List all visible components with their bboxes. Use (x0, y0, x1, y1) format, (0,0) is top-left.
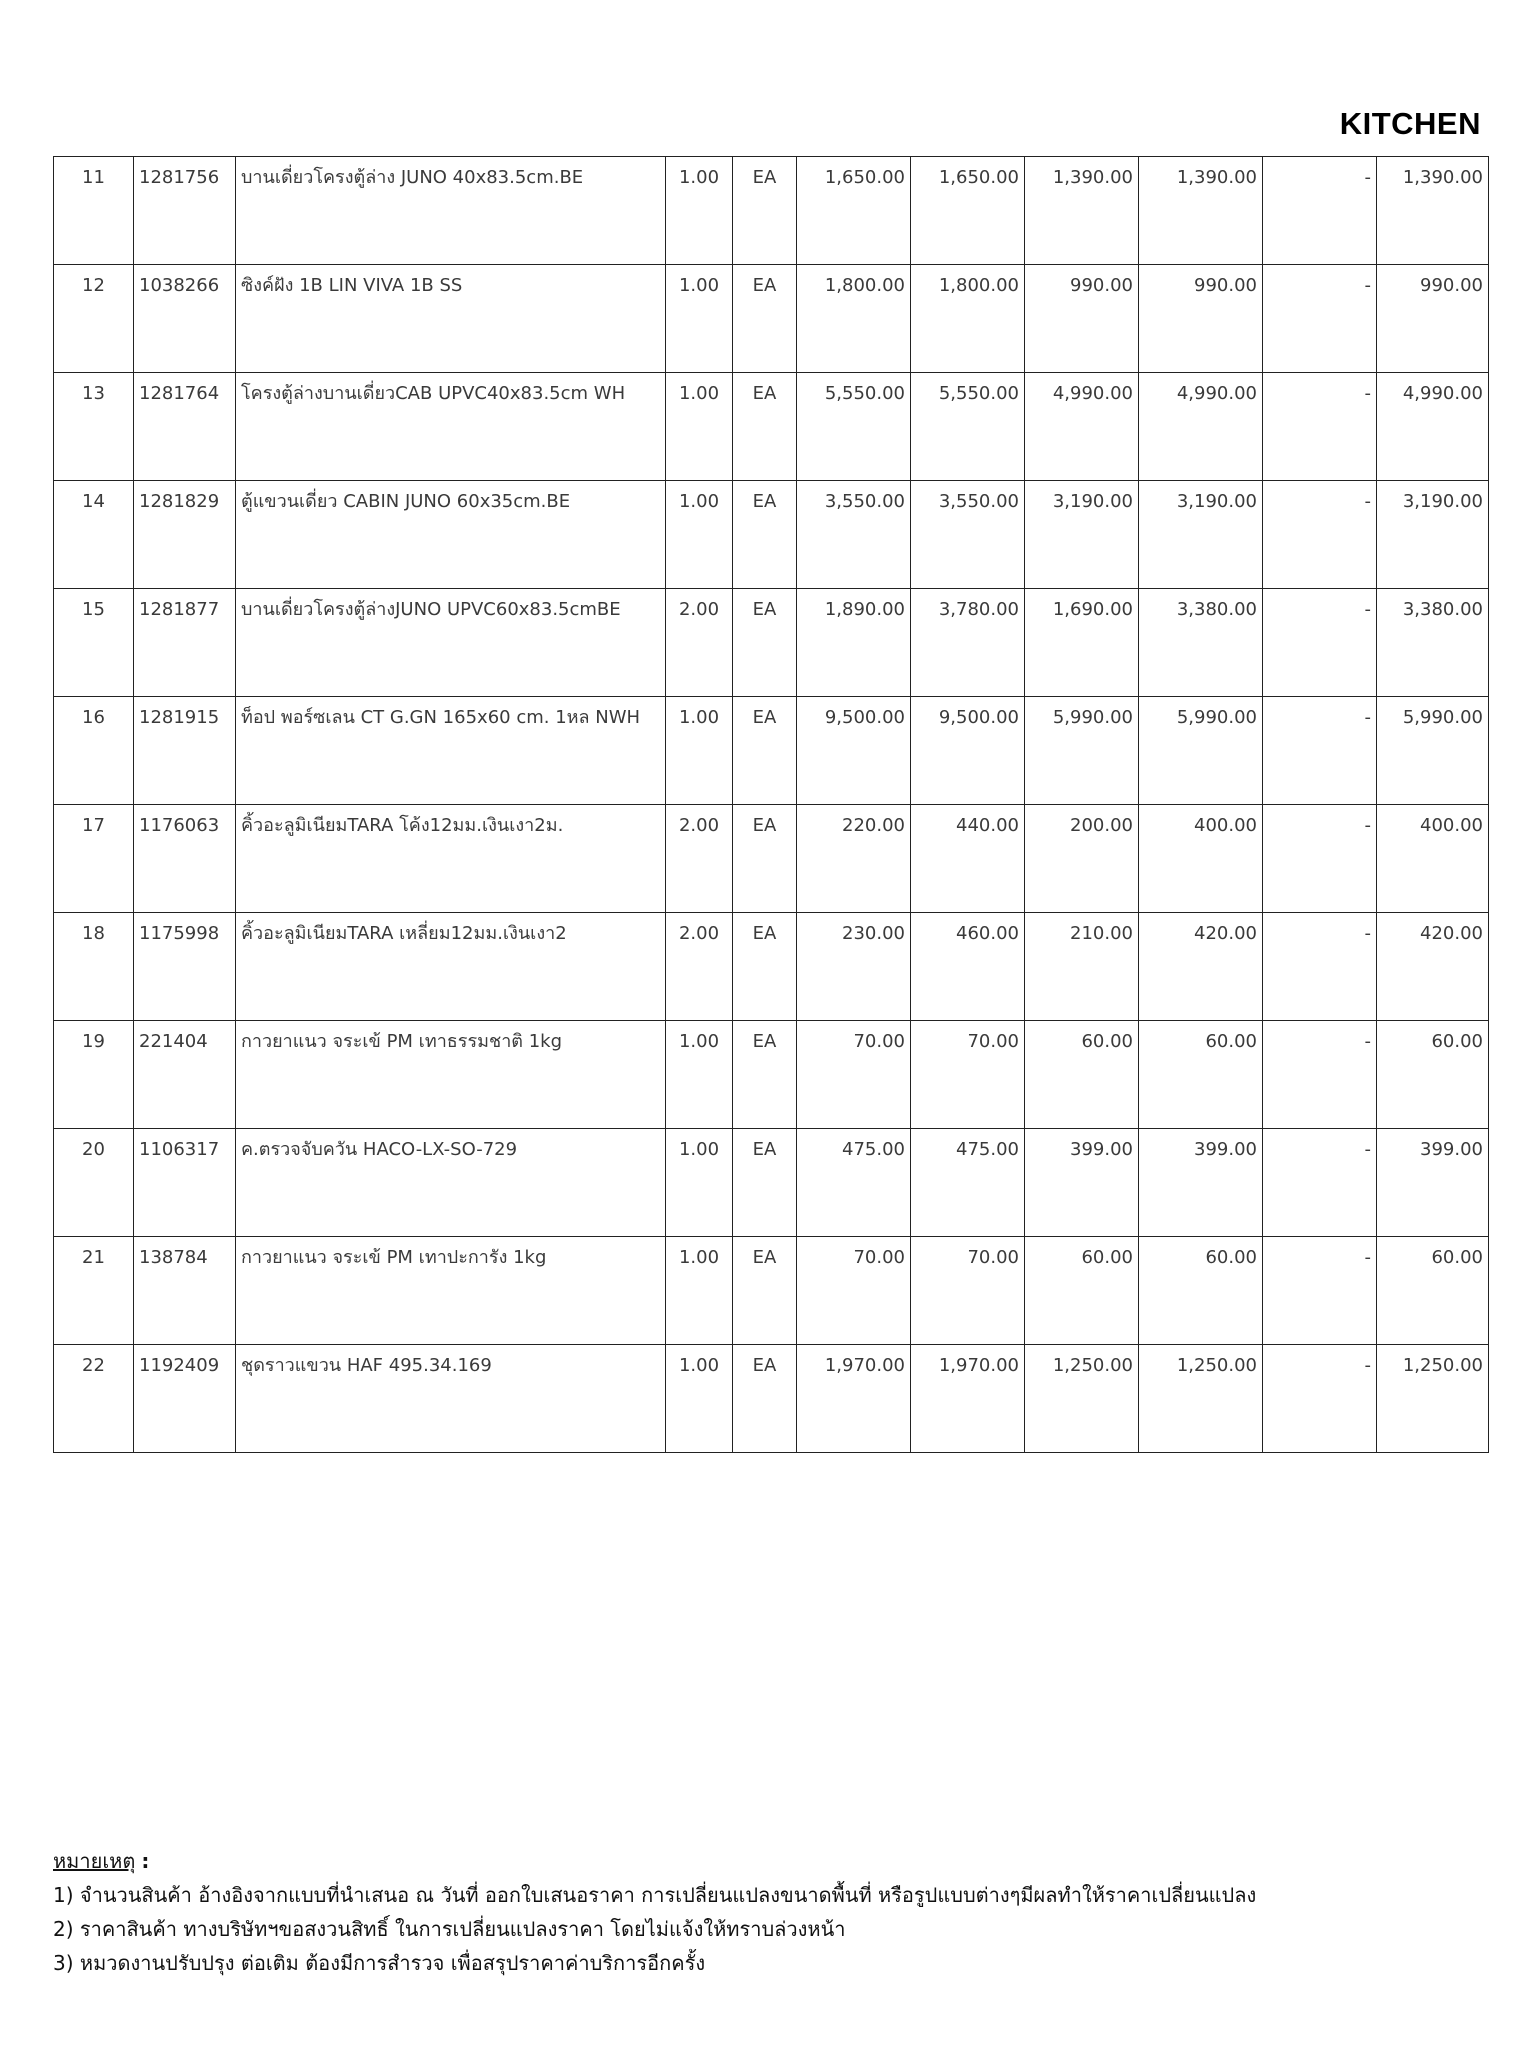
item-amount-cell: 440.00 (911, 805, 1025, 913)
item-discount-cell: - (1263, 1345, 1377, 1453)
notes-colon: : (141, 1849, 150, 1873)
item-number-cell: 18 (54, 913, 134, 1021)
item-net-amount-cell: 1,250.00 (1139, 1345, 1263, 1453)
item-description-cell: กาวยาแนว จระเข้ PM เทาปะการัง 1kg (236, 1237, 666, 1345)
item-total-cell: 400.00 (1377, 805, 1489, 913)
item-number-cell: 14 (54, 481, 134, 589)
item-net-price-cell: 60.00 (1025, 1237, 1139, 1345)
item-discount-cell: - (1263, 913, 1377, 1021)
table-row (54, 481, 1489, 589)
item-amount-cell: 1,800.00 (911, 265, 1025, 373)
item-net-price-cell: 1,390.00 (1025, 157, 1139, 265)
item-unit-cell: EA (733, 589, 797, 697)
item-amount-cell: 1,970.00 (911, 1345, 1025, 1453)
item-quantity-cell: 1.00 (666, 1129, 733, 1237)
item-net-price-cell: 1,690.00 (1025, 589, 1139, 697)
item-amount-cell: 70.00 (911, 1237, 1025, 1345)
item-code-cell: 1106317 (134, 1129, 236, 1237)
item-quantity-cell: 2.00 (666, 589, 733, 697)
item-code-cell: 1281829 (134, 481, 236, 589)
item-number-cell: 12 (54, 265, 134, 373)
item-quantity-cell: 1.00 (666, 265, 733, 373)
item-quantity-cell: 1.00 (666, 1345, 733, 1453)
item-amount-cell: 475.00 (911, 1129, 1025, 1237)
item-quantity-cell: 1.00 (666, 373, 733, 481)
quotation-items-table (53, 156, 1489, 1453)
item-unit-price-cell: 1,890.00 (797, 589, 911, 697)
item-unit-price-cell: 70.00 (797, 1237, 911, 1345)
item-amount-cell: 3,550.00 (911, 481, 1025, 589)
item-amount-cell: 5,550.00 (911, 373, 1025, 481)
item-unit-cell: EA (733, 481, 797, 589)
item-code-cell: 1175998 (134, 913, 236, 1021)
item-discount-cell: - (1263, 265, 1377, 373)
item-description-cell: ชุดราวแขวน HAF 495.34.169 (236, 1345, 666, 1453)
item-net-amount-cell: 3,190.00 (1139, 481, 1263, 589)
item-net-price-cell: 3,190.00 (1025, 481, 1139, 589)
item-unit-price-cell: 9,500.00 (797, 697, 911, 805)
table-row (54, 373, 1489, 481)
table-row (54, 157, 1489, 265)
item-code-cell: 1281764 (134, 373, 236, 481)
page-title: KITCHEN (1339, 106, 1481, 141)
item-unit-cell: EA (733, 157, 797, 265)
item-unit-price-cell: 5,550.00 (797, 373, 911, 481)
item-discount-cell: - (1263, 1237, 1377, 1345)
item-unit-cell: EA (733, 265, 797, 373)
item-discount-cell: - (1263, 481, 1377, 589)
table-body (54, 157, 1489, 1453)
note-item: 2) ราคาสินค้า ทางบริษัทฯขอสงวนสิทธิ์ ในการเปลี่ยนแปลงราคา โดยไม่แจ้งให้ทราบล่วงหน้า (53, 1917, 846, 1941)
table-row (54, 913, 1489, 1021)
item-unit-price-cell: 1,800.00 (797, 265, 911, 373)
item-net-price-cell: 200.00 (1025, 805, 1139, 913)
item-description-cell: กาวยาแนว จระเข้ PM เทาธรรมชาติ 1kg (236, 1021, 666, 1129)
item-unit-price-cell: 220.00 (797, 805, 911, 913)
item-net-amount-cell: 60.00 (1139, 1021, 1263, 1129)
note-item: 1) จำนวนสินค้า อ้างอิงจากแบบที่นำเสนอ ณ วันที่ ออกใบเสนอราคา การเปลี่ยนแปลงขนาดพื้นที่ หรือรูปแบบต่างๆมีผลทำให้ราคาเปลี่ยนแปลง (53, 1883, 1257, 1907)
item-discount-cell: - (1263, 1021, 1377, 1129)
notes-section (53, 1844, 1256, 1980)
item-discount-cell: - (1263, 157, 1377, 265)
item-quantity-cell: 1.00 (666, 157, 733, 265)
item-total-cell: 60.00 (1377, 1237, 1489, 1345)
item-code-cell: 1281877 (134, 589, 236, 697)
table-row (54, 697, 1489, 805)
item-total-cell: 420.00 (1377, 913, 1489, 1021)
item-code-cell: 138784 (134, 1237, 236, 1345)
notes-heading: หมายเหตุ (53, 1849, 136, 1873)
item-code-cell: 221404 (134, 1021, 236, 1129)
item-amount-cell: 3,780.00 (911, 589, 1025, 697)
item-total-cell: 399.00 (1377, 1129, 1489, 1237)
item-total-cell: 990.00 (1377, 265, 1489, 373)
item-number-cell: 21 (54, 1237, 134, 1345)
table-row (54, 805, 1489, 913)
item-quantity-cell: 2.00 (666, 913, 733, 1021)
item-net-amount-cell: 420.00 (1139, 913, 1263, 1021)
item-description-cell: บานเดี่ยวโครงตู้ล่างJUNO UPVC60x83.5cmBE (236, 589, 666, 697)
item-code-cell: 1192409 (134, 1345, 236, 1453)
item-net-amount-cell: 1,390.00 (1139, 157, 1263, 265)
item-unit-price-cell: 1,650.00 (797, 157, 911, 265)
item-unit-price-cell: 230.00 (797, 913, 911, 1021)
table-row (54, 1237, 1489, 1345)
item-quantity-cell: 2.00 (666, 805, 733, 913)
item-amount-cell: 70.00 (911, 1021, 1025, 1129)
item-discount-cell: - (1263, 373, 1377, 481)
notes-heading-line (53, 1844, 1256, 1878)
item-number-cell: 13 (54, 373, 134, 481)
item-description-cell: ค.ตรวจจับควัน HACO-LX-SO-729 (236, 1129, 666, 1237)
item-number-cell: 22 (54, 1345, 134, 1453)
item-net-price-cell: 60.00 (1025, 1021, 1139, 1129)
item-code-cell: 1038266 (134, 265, 236, 373)
item-total-cell: 3,190.00 (1377, 481, 1489, 589)
item-total-cell: 1,250.00 (1377, 1345, 1489, 1453)
item-net-price-cell: 210.00 (1025, 913, 1139, 1021)
item-quantity-cell: 1.00 (666, 1021, 733, 1129)
item-amount-cell: 1,650.00 (911, 157, 1025, 265)
item-number-cell: 20 (54, 1129, 134, 1237)
item-code-cell: 1281756 (134, 157, 236, 265)
item-discount-cell: - (1263, 1129, 1377, 1237)
item-number-cell: 15 (54, 589, 134, 697)
item-description-cell: คิ้วอะลูมิเนียมTARA โค้ง12มม.เงินเงา2ม. (236, 805, 666, 913)
item-discount-cell: - (1263, 589, 1377, 697)
item-net-price-cell: 399.00 (1025, 1129, 1139, 1237)
item-quantity-cell: 1.00 (666, 697, 733, 805)
item-number-cell: 17 (54, 805, 134, 913)
item-unit-cell: EA (733, 373, 797, 481)
item-code-cell: 1281915 (134, 697, 236, 805)
note-item: 3) หมวดงานปรับปรุง ต่อเติม ต้องมีการสำรวจ เพื่อสรุปราคาค่าบริการอีกครั้ง (53, 1951, 706, 1975)
table-row (54, 1345, 1489, 1453)
table-row (54, 1129, 1489, 1237)
item-unit-price-cell: 475.00 (797, 1129, 911, 1237)
item-net-price-cell: 4,990.00 (1025, 373, 1139, 481)
item-description-cell: ซิงค์ฝัง 1B LIN VIVA 1B SS (236, 265, 666, 373)
item-net-amount-cell: 60.00 (1139, 1237, 1263, 1345)
item-net-price-cell: 5,990.00 (1025, 697, 1139, 805)
item-code-cell: 1176063 (134, 805, 236, 913)
item-number-cell: 11 (54, 157, 134, 265)
item-total-cell: 5,990.00 (1377, 697, 1489, 805)
item-amount-cell: 460.00 (911, 913, 1025, 1021)
item-unit-cell: EA (733, 913, 797, 1021)
item-description-cell: คิ้วอะลูมิเนียมTARA เหลี่ยม12มม.เงินเงา2 (236, 913, 666, 1021)
item-total-cell: 1,390.00 (1377, 157, 1489, 265)
item-amount-cell: 9,500.00 (911, 697, 1025, 805)
item-net-amount-cell: 399.00 (1139, 1129, 1263, 1237)
item-net-amount-cell: 4,990.00 (1139, 373, 1263, 481)
item-quantity-cell: 1.00 (666, 481, 733, 589)
item-unit-cell: EA (733, 697, 797, 805)
item-discount-cell: - (1263, 697, 1377, 805)
item-net-amount-cell: 5,990.00 (1139, 697, 1263, 805)
item-total-cell: 60.00 (1377, 1021, 1489, 1129)
item-unit-price-cell: 3,550.00 (797, 481, 911, 589)
item-unit-cell: EA (733, 1021, 797, 1129)
item-unit-price-cell: 1,970.00 (797, 1345, 911, 1453)
item-description-cell: บานเดี่ยวโครงตู้ล่าง JUNO 40x83.5cm.BE (236, 157, 666, 265)
item-quantity-cell: 1.00 (666, 1237, 733, 1345)
item-total-cell: 3,380.00 (1377, 589, 1489, 697)
item-net-amount-cell: 990.00 (1139, 265, 1263, 373)
item-description-cell: โครงตู้ล่างบานเดี่ยวCAB UPVC40x83.5cm WH (236, 373, 666, 481)
item-unit-cell: EA (733, 1129, 797, 1237)
item-description-cell: ตู้แขวนเดี่ยว CABIN JUNO 60x35cm.BE (236, 481, 666, 589)
item-unit-price-cell: 70.00 (797, 1021, 911, 1129)
table-row (54, 589, 1489, 697)
item-net-amount-cell: 3,380.00 (1139, 589, 1263, 697)
table-row (54, 265, 1489, 373)
item-description-cell: ท็อป พอร์ซเลน CT G.GN 165x60 cm. 1หล NWH (236, 697, 666, 805)
item-unit-cell: EA (733, 805, 797, 913)
item-net-price-cell: 1,250.00 (1025, 1345, 1139, 1453)
item-number-cell: 16 (54, 697, 134, 805)
item-total-cell: 4,990.00 (1377, 373, 1489, 481)
table-row (54, 1021, 1489, 1129)
item-net-amount-cell: 400.00 (1139, 805, 1263, 913)
item-discount-cell: - (1263, 805, 1377, 913)
item-net-price-cell: 990.00 (1025, 265, 1139, 373)
item-unit-cell: EA (733, 1345, 797, 1453)
item-unit-cell: EA (733, 1237, 797, 1345)
item-number-cell: 19 (54, 1021, 134, 1129)
